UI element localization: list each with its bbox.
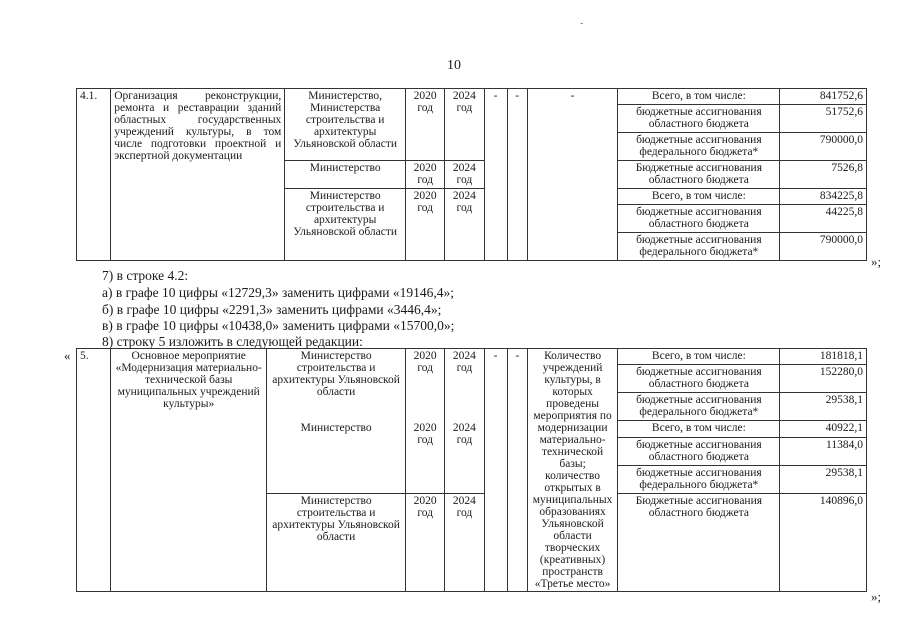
finance-label: бюджетные ассигнования областного бюджета [618,365,780,393]
year-from-cell: 2020 год [406,189,445,261]
year-from-cell: 2020 год [406,349,445,421]
amendment-line: б) в графе 10 цифры «2291,3» заменить цифрами «3446,4»; [102,302,442,317]
amendment-line: 7) в строке 4.2: [102,268,189,283]
finance-label: бюджетные ассигнования федерального бюджета* [618,466,780,494]
year-to-cell: 2024 год [445,89,484,161]
indicator-cell: - [527,89,618,261]
year-from-cell: 2020 год [406,161,445,189]
executor-cell: Министерство строительства и архитектуры Ульяновской области [267,349,406,421]
executor-cell: Министерство строительства и архитектуры Ульяновской области [285,189,406,261]
finance-value: 44225,8 [780,205,867,233]
finance-value: 11384,0 [780,438,867,466]
finance-label: Всего, в том числе: [618,89,780,105]
opening-quote: « [64,348,71,363]
finance-label: бюджетные ассигнования областного бюджета [618,105,780,133]
closing-quote: »; [871,254,882,269]
finance-value: 29538,1 [780,393,867,421]
finance-value: 140896,0 [780,494,867,592]
dash-cell: - [507,349,527,592]
finance-label: бюджетные ассигнования областного бюджета [618,205,780,233]
year-to-cell: 2024 год [445,421,484,494]
finance-value: 40922,1 [780,421,867,438]
year-from-cell: 2020 год [406,421,445,494]
finance-label: Бюджетные ассигнования областного бюджета [618,494,780,592]
measure-name: Организация реконструкции, ремонта и реставрации зданий областных государственных учреждений культуры, в том числе подготовки проектной и экспертной документации [111,89,285,261]
year-to-cell: 2024 год [445,161,484,189]
finance-label: бюджетные ассигнования федерального бюджета* [618,393,780,421]
table-row-5 [76,348,867,592]
finance-label: бюджетные ассигнования областного бюджета [618,438,780,466]
dash-cell: - [507,89,527,261]
top-mark: - [580,18,584,29]
finance-label: Всего, в том числе: [618,189,780,205]
measure-name: Основное мероприятие «Модернизация материально-технической базы муниципальных учреждений культуры» [111,349,267,592]
finance-value: 51752,6 [780,105,867,133]
finance-value: 29538,1 [780,466,867,494]
executor-cell: Министерство [285,161,406,189]
finance-value: 181818,1 [780,349,867,365]
amendment-line: 8) строку 5 изложить в следующей редакции: [102,334,363,349]
page-number: 10 [447,58,461,73]
year-from-cell: 2020 год [406,89,445,161]
year-to-cell: 2024 год [445,494,484,592]
dash-cell: - [484,89,507,261]
dash-cell: - [484,349,507,592]
executor-cell: Министерство [267,421,406,494]
amendment-line: а) в графе 10 цифры «12729,3» заменить цифрами «19146,4»; [102,285,454,300]
finance-label: бюджетные ассигнования федерального бюджета* [618,133,780,161]
row-number: 4.1. [77,89,111,261]
finance-label: Бюджетные ассигнования областного бюджета [618,161,780,189]
finance-value: 841752,6 [780,89,867,105]
executor-cell: Министерство, Министерства строительства и архитектуры Ульяновской области [285,89,406,161]
finance-value: 152280,0 [780,365,867,393]
year-to-cell: 2024 год [445,349,484,421]
finance-value: 7526,8 [780,161,867,189]
finance-label: Всего, в том числе: [618,349,780,365]
finance-label: бюджетные ассигнования федерального бюджета* [618,233,780,261]
year-to-cell: 2024 год [445,189,484,261]
closing-quote: »; [871,589,882,604]
finance-value: 790000,0 [780,133,867,161]
finance-value: 790000,0 [780,233,867,261]
year-from-cell: 2020 год [406,494,445,592]
indicator-cell: Количество учреждений культуры, в которых проведены мероприятия по модернизации материально-технической базы; количество открытых в муниципальных образованиях Ульяновской области творческих (креативных) пространств «Третье место» [527,349,618,592]
table-row-4-1 [76,88,867,261]
executor-cell: Министерство строительства и архитектуры Ульяновской области [267,494,406,592]
finance-label: Всего, в том числе: [618,421,780,438]
finance-value: 834225,8 [780,189,867,205]
amendment-line: в) в графе 10 цифры «10438,0» заменить цифрами «15700,0»; [102,318,455,333]
row-number: 5. [77,349,111,592]
